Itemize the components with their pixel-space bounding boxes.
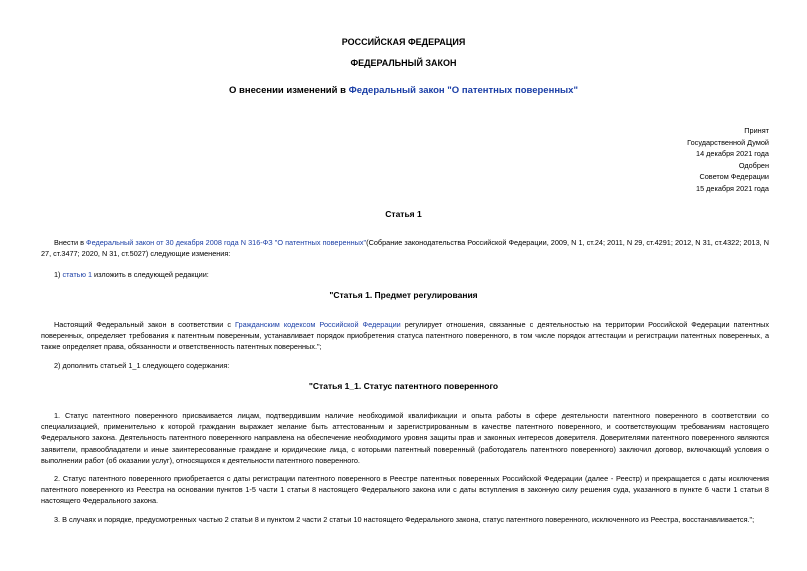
para1-suffix: регулирует отношения, связанные с деятельностью на территории Российской Федерации патентных поверенных, определяет требования к патентным поверенным, устанавливает порядок приобретения статуса патентного поверенного, в том числе порядок аттестации и регистрации патентных поверенных, а также определяет права, обязанности и ответственность патентных поверенных.";	[41, 320, 769, 352]
adoption-line: Одобрен	[738, 160, 769, 170]
adoption-line: Государственной Думой	[687, 137, 769, 147]
clause-3: 3. В случаях и порядке, предусмотренных частью 2 статьи 8 и пунктом 2 части 2 статьи 10 настоящего Федерального закона, статус патентного поверенного, исключенного из Реестра, восстанавливается.";	[54, 515, 755, 524]
item-1	[41, 269, 769, 280]
intro-prefix: Внести в	[54, 238, 87, 247]
title-law-link[interactable]: Федеральный закон "О патентных поверенных"	[348, 85, 578, 96]
intro-suffix: (Собрание законодательства Российской Федерации, 2009, N 1, ст.24; 2011, N 29, ст.4291; 2012, N 31, ст.4322; 2013, N 27, ст.3477; 2020, N 31, ст.5027) следующие изменения:	[41, 238, 769, 259]
article-intro	[41, 237, 769, 259]
adoption-line: 14 декабря 2021 года	[696, 149, 769, 159]
paragraph-subject	[41, 319, 769, 353]
article-1-link[interactable]: статью 1	[62, 270, 93, 279]
law-type-heading: ФЕДЕРАЛЬНЫЙ ЗАКОН	[350, 58, 457, 68]
document-title	[0, 85, 807, 96]
law-316-link[interactable]: Федеральный закон от 30 декабря 2008 года N 316-ФЗ "О патентных поверенных"	[86, 238, 367, 247]
adoption-line: Советом Федерации	[699, 172, 769, 182]
sub-heading-article-1-1: "Статья 1_1. Статус патентного поверенного	[308, 381, 499, 391]
clause-2: 2. Статус патентного поверенного приобретается с даты регистрации патентного поверенного в Реестре патентных поверенных Российской Федерации (далее - Реестр) и прекращается с даты исключения патентного поверенного из Реестра на основании пунктов 1-5 части 1 статьи 8 настоящего Федерального закона или с даты вступления в законную силу решения суда, указанного в пункте 6 части 1 статьи 8 настоящего Федерального закона.	[41, 474, 769, 506]
title-prefix: О внесении изменений в	[229, 85, 349, 96]
article-heading: Статья 1	[385, 209, 422, 219]
adoption-line: 15 декабря 2021 года	[696, 183, 769, 193]
item-2: 2) дополнить статьей 1_1 следующего содержания:	[54, 361, 230, 370]
adoption-line: Принят	[744, 126, 769, 135]
civil-code-link[interactable]: Гражданским кодексом Российской Федерации	[235, 320, 401, 329]
clause-1: 1. Статус патентного поверенного присваивается лицам, подтвердившим наличие необходимой квалификации и опыта работы в сфере деятельности патентного поверенного в соответствии со специализацией, применительно к которой гражданин выражает желание быть аттестованным и зарегистрированным в качестве патентного поверенного, и соответствующим требованиям настоящего Федерального закона. Деятельность патентного поверенного направлена на обеспечение необходимого уровня защиты прав и законных интересов доверителя. Доверителями патентного поверенного являются заявители, правообладатели и иные заинтересованные граждане и юридические лица, с которыми патентный поверенный (работодатель патентного поверенного) заключил договор, включающий условия о выполнении работ (об оказании услуг), относящихся к деятельности патентного поверенного.	[41, 411, 769, 465]
para1-prefix: Настоящий Федеральный закон в соответствии с	[54, 320, 235, 329]
item1-suffix: изложить в следующей редакции:	[92, 270, 209, 279]
item1-prefix: 1)	[54, 270, 63, 279]
adoption-block	[687, 125, 769, 195]
sub-heading-article-1: "Статья 1. Предмет регулирования	[329, 290, 478, 300]
country-heading: РОССИЙСКАЯ ФЕДЕРАЦИЯ	[341, 37, 466, 47]
